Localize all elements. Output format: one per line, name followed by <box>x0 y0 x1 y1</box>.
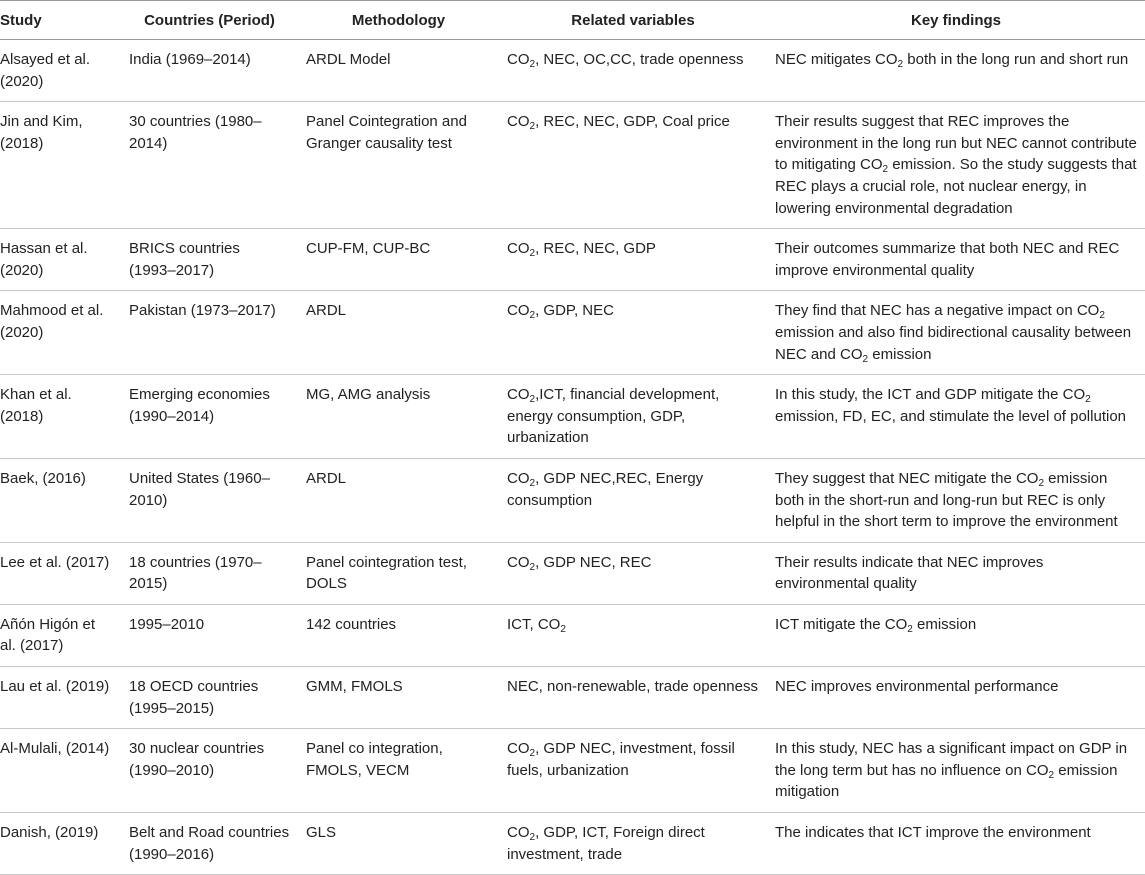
cell-study: Hassan et al. (2020) <box>0 229 121 291</box>
cell-methodology: MG, AMG analysis <box>298 375 499 459</box>
cell-study: Danish, (2019) <box>0 813 121 875</box>
table-row <box>0 813 1145 875</box>
cell-study: Lee et al. (2017) <box>0 542 121 604</box>
cell-countries: 18 OECD countries (1995–2015) <box>121 667 298 729</box>
table-row <box>0 229 1145 291</box>
cell-methodology: ARDL <box>298 291 499 375</box>
cell-findings: ICT mitigate the $CO_2$ emission <box>767 604 1145 666</box>
cell-countries: India (1969–2014) <box>121 40 298 102</box>
cell-countries: 30 nuclear countries (1990–2010) <box>121 729 298 813</box>
table-row <box>0 102 1145 229</box>
cell-methodology: ARDL Model <box>298 40 499 102</box>
cell-study: Jin and Kim, (2018) <box>0 102 121 229</box>
table-row <box>0 604 1145 666</box>
cell-methodology: Panel Cointegration and Granger causality test <box>298 102 499 229</box>
cell-study: Al-Mulali, (2014) <box>0 729 121 813</box>
header-findings: Key findings <box>767 1 1145 40</box>
cell-study: Añón Higón et al. (2017) <box>0 604 121 666</box>
cell-findings: In this study, NEC has a significant impact on GDP in the long term but has no influence on $CO_2$ emission mitigation <box>767 729 1145 813</box>
cell-findings: Their outcomes summarize that both NEC and REC improve environmental quality <box>767 229 1145 291</box>
cell-variables: $CO_2$, GDP NEC, investment, fossil fuels, urbanization <box>499 729 767 813</box>
table-row <box>0 40 1145 102</box>
cell-study: Mahmood et al. (2020) <box>0 291 121 375</box>
cell-findings: NEC improves environmental performance <box>767 667 1145 729</box>
cell-findings: They suggest that NEC mitigate the $CO_2$ emission both in the short-run and long-run but REC is only helpful in the short term to improve the environment <box>767 458 1145 542</box>
header-methodology: Methodology <box>298 1 499 40</box>
cell-countries: Pakistan (1973–2017) <box>121 291 298 375</box>
table-row <box>0 542 1145 604</box>
cell-countries: BRICS countries (1993–2017) <box>121 229 298 291</box>
cell-findings: In this study, the ICT and GDP mitigate the $CO_2$ emission, FD, EC, and stimulate the level of pollution <box>767 375 1145 459</box>
cell-methodology: 142 countries <box>298 604 499 666</box>
cell-countries: 30 countries (1980–2014) <box>121 102 298 229</box>
cell-countries: 1995–2010 <box>121 604 298 666</box>
cell-study: Lau et al. (2019) <box>0 667 121 729</box>
cell-countries: Emerging economies (1990–2014) <box>121 375 298 459</box>
header-countries: Countries (Period) <box>121 1 298 40</box>
table-body <box>0 40 1145 875</box>
cell-study: Alsayed et al. (2020) <box>0 40 121 102</box>
cell-study: Baek, (2016) <box>0 458 121 542</box>
cell-findings: Their results indicate that NEC improves environmental quality <box>767 542 1145 604</box>
cell-methodology: ARDL <box>298 458 499 542</box>
cell-variables: $CO_2$, GDP NEC,REC, Energy consumption <box>499 458 767 542</box>
cell-methodology: Panel co integration, FMOLS, VECM <box>298 729 499 813</box>
cell-methodology: GLS <box>298 813 499 875</box>
cell-variables: $CO_2$, GDP NEC, REC <box>499 542 767 604</box>
cell-variables: NEC, non-renewable, trade openness <box>499 667 767 729</box>
header-row <box>0 1 1145 40</box>
table-row <box>0 729 1145 813</box>
cell-findings: The indicates that ICT improve the environment <box>767 813 1145 875</box>
cell-methodology: GMM, FMOLS <box>298 667 499 729</box>
table-row <box>0 667 1145 729</box>
cell-findings: Their results suggest that REC improves the environment in the long run but NEC cannot contribute to mitigating $CO_2$ emission. So the study suggests that REC plays a crucial role, not nuclear energy, in lowering environmental degradation <box>767 102 1145 229</box>
cell-findings: NEC mitigates $CO_2$ both in the long run and short run <box>767 40 1145 102</box>
cell-methodology: Panel cointegration test, DOLS <box>298 542 499 604</box>
cell-variables: $CO_2,ICT$, financial development, energy consumption, GDP, urbanization <box>499 375 767 459</box>
table-row <box>0 458 1145 542</box>
cell-variables: $CO_2$, REC, NEC, GDP <box>499 229 767 291</box>
header-study: Study <box>0 1 121 40</box>
header-variables: Related variables <box>499 1 767 40</box>
table-row <box>0 291 1145 375</box>
cell-variables: $CO_2$, REC, NEC, GDP, Coal price <box>499 102 767 229</box>
cell-study: Khan et al. (2018) <box>0 375 121 459</box>
cell-variables: ICT, $CO_2$ <box>499 604 767 666</box>
cell-findings: They find that NEC has a negative impact on $CO_2$ emission and also find bidirectional causality between NEC and $CO_2$ emission <box>767 291 1145 375</box>
cell-variables: $CO_2$, GDP, ICT, Foreign direct investment, trade <box>499 813 767 875</box>
cell-countries: United States (1960–2010) <box>121 458 298 542</box>
cell-variables: $CO_2$, GDP, NEC <box>499 291 767 375</box>
cell-methodology: CUP-FM, CUP-BC <box>298 229 499 291</box>
cell-countries: Belt and Road countries (1990–2016) <box>121 813 298 875</box>
table-header <box>0 1 1145 40</box>
table-row <box>0 375 1145 459</box>
cell-countries: 18 countries (1970–2015) <box>121 542 298 604</box>
cell-variables: $CO_2$, NEC, OC,CC, trade openness <box>499 40 767 102</box>
